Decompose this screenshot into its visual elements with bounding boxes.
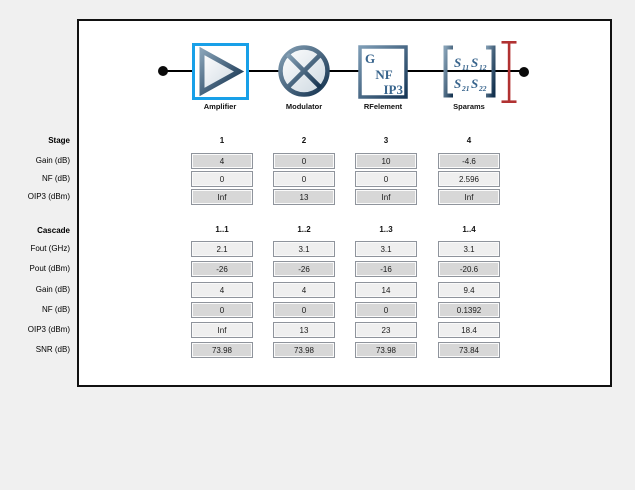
- cascade-cell: Inf: [191, 322, 253, 338]
- sparams-label: Sparams: [453, 102, 485, 111]
- cascade-col-header: 1..1: [215, 225, 229, 234]
- schematic-panel: [77, 19, 612, 387]
- cascade-cell: 14: [355, 282, 417, 298]
- row-label-column: [0, 0, 70, 380]
- cascade-cell: 23: [355, 322, 417, 338]
- rfelement-component[interactable]: [358, 45, 408, 99]
- cascade-col-header: 1..3: [379, 225, 393, 234]
- rfelement-ip3-text: IP3: [383, 82, 403, 97]
- cascade-cell: 0: [273, 302, 335, 318]
- cascade-nf-label: NF (dB): [42, 305, 70, 314]
- sparams-icon: [446, 48, 494, 96]
- stage-cell: 2.596: [438, 171, 500, 187]
- stage-gain-label: Gain (dB): [35, 156, 70, 165]
- cascade-cell: 4: [191, 282, 253, 298]
- cascade-cell: -26: [273, 261, 335, 277]
- cascade-cell: 9.4: [438, 282, 500, 298]
- stage-cell: Inf: [355, 189, 417, 205]
- rfelement-icon: [360, 47, 406, 97]
- stage-col-header: 3: [383, 136, 389, 145]
- rfelement-label: RFelement: [363, 102, 403, 111]
- cascade-cell: 0.1392: [438, 302, 500, 318]
- output-port-dot: [519, 67, 529, 77]
- stage-cell: 0: [273, 153, 335, 169]
- cascade-cell: -20.6: [438, 261, 500, 277]
- cascade-snr-label: SNR (dB): [35, 345, 70, 354]
- cascade-oip3-label: OIP3 (dBm): [27, 325, 70, 334]
- cascade-gain-label: Gain (dB): [35, 285, 70, 294]
- amplifier-component[interactable]: [192, 43, 249, 100]
- svg-text:12: 12: [479, 63, 487, 72]
- cascade-cell: 0: [355, 302, 417, 318]
- stage-col-header: 1: [219, 136, 225, 145]
- modulator-component[interactable]: [276, 43, 332, 99]
- amplifier-label: Amplifier: [203, 102, 237, 111]
- cascade-section-label: Cascade: [37, 226, 70, 235]
- cascade-cell: 0: [191, 302, 253, 318]
- cascade-col-header: 1..2: [297, 225, 311, 234]
- stage-cell: 4: [191, 153, 253, 169]
- cascade-cell: 2.1: [191, 241, 253, 257]
- cascade-cell: 4: [273, 282, 335, 298]
- stage-cell: 0: [355, 171, 417, 187]
- rfelement-g-text: G: [365, 51, 376, 66]
- input-port-dot: [158, 66, 168, 76]
- cascade-fout-label: Fout (GHz): [30, 244, 70, 253]
- svg-text:11: 11: [462, 63, 470, 72]
- stage-section-label: Stage: [48, 136, 70, 145]
- stage-cell: -4.6: [438, 153, 500, 169]
- svg-text:S: S: [454, 76, 462, 91]
- sparams-component[interactable]: [441, 44, 498, 99]
- cascade-col-header: 1..4: [462, 225, 476, 234]
- stage-nf-label: NF (dB): [42, 174, 70, 183]
- stage-cell: Inf: [191, 189, 253, 205]
- cascade-cell: 3.1: [273, 241, 335, 257]
- output-marker-icon: [501, 41, 517, 103]
- stage-col-header: 4: [466, 136, 472, 145]
- svg-text:21: 21: [462, 84, 470, 93]
- cascade-cell: 73.84: [438, 342, 500, 358]
- cascade-cell: 73.98: [355, 342, 417, 358]
- stage-oip3-label: OIP3 (dBm): [27, 192, 70, 201]
- cascade-cell: 73.98: [273, 342, 335, 358]
- svg-text:S: S: [471, 76, 479, 91]
- modulator-label: Modulator: [285, 102, 323, 111]
- cascade-cell: 3.1: [438, 241, 500, 257]
- svg-text:S: S: [471, 55, 479, 70]
- stage-cell: Inf: [438, 189, 500, 205]
- cascade-cell: -26: [191, 261, 253, 277]
- cascade-cell: 13: [273, 322, 335, 338]
- stage-cell: 10: [355, 153, 417, 169]
- stage-col-header: 2: [301, 136, 307, 145]
- cascade-pout-label: Pout (dBm): [29, 264, 70, 273]
- cascade-cell: 3.1: [355, 241, 417, 257]
- mixer-icon: [281, 48, 328, 95]
- stage-cell: 13: [273, 189, 335, 205]
- cascade-cell: -16: [355, 261, 417, 277]
- rfelement-nf-text: NF: [375, 67, 393, 82]
- stage-cell: 0: [273, 171, 335, 187]
- svg-text:S: S: [454, 55, 462, 70]
- cascade-cell: 73.98: [191, 342, 253, 358]
- stage-cell: 0: [191, 171, 253, 187]
- amplifier-icon: [195, 46, 246, 97]
- cascade-cell: 18.4: [438, 322, 500, 338]
- svg-text:22: 22: [479, 84, 487, 93]
